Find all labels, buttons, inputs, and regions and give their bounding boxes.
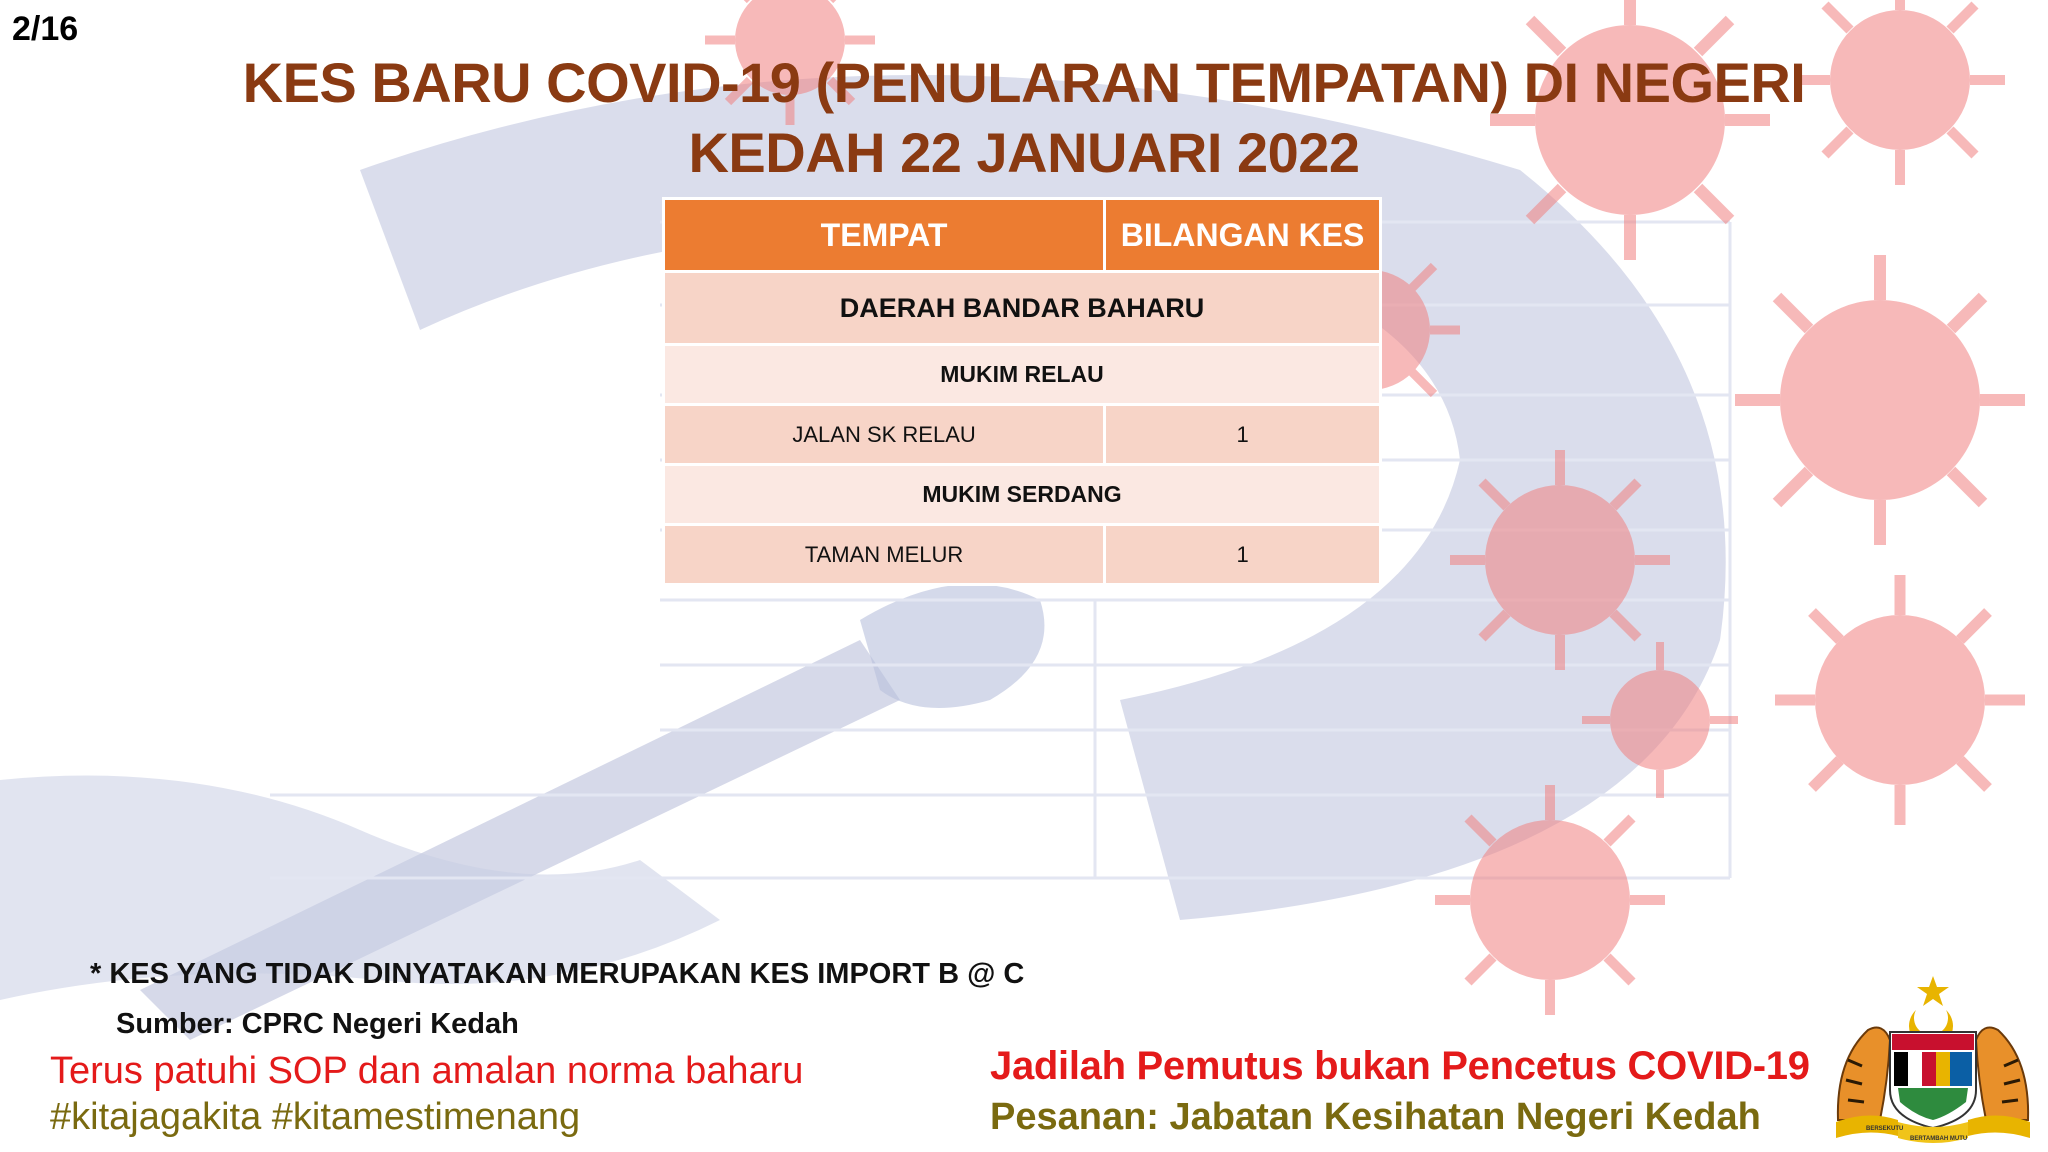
mukim-name: MUKIM RELAU (940, 361, 1104, 387)
page-title-line-2: KEDAH 22 JANUARI 2022 (688, 121, 1360, 184)
case-count: 1 (1236, 541, 1249, 567)
header-case-count: BILANGAN KES (1120, 216, 1365, 253)
message-credit: Pesanan: Jabatan Kesihatan Negeri Kedah (990, 1096, 1761, 1138)
virus-icon (1775, 575, 2025, 825)
virus-icon (1435, 785, 1665, 1015)
place-name: TAMAN MELUR (665, 526, 1106, 583)
cases-table (662, 197, 1382, 586)
table-header-row (662, 197, 1382, 273)
page-number: 2/16 (12, 10, 79, 48)
table-row-mukim (662, 466, 1382, 526)
bg-swab-tip (860, 584, 1044, 708)
sop-slogan: Terus patuhi SOP dan amalan norma baharu (50, 1050, 804, 1092)
table-row (662, 406, 1382, 466)
coat-of-arms-emblem (1828, 970, 2038, 1150)
page-title-line-1: KES BARU COVID-19 (PENULARAN TEMPATAN) DI NEGERI (242, 51, 1806, 114)
table-row-district (662, 273, 1382, 346)
emblem-motto-right: BERTAMBAH MUTU (1910, 1136, 1968, 1142)
mukim-name: MUKIM SERDANG (922, 481, 1122, 507)
data-source: Sumber: CPRC Negeri Kedah (116, 1008, 519, 1040)
emblem-motto-left: BERSEKUTU (1866, 1126, 1904, 1132)
table-row (662, 526, 1382, 586)
import-case-note: * KES YANG TIDAK DINYATAKAN MERUPAKAN KES IMPORT B @ C (90, 958, 1025, 990)
page-title (0, 48, 2048, 188)
virus-icon (1735, 255, 2025, 545)
hashtags: #kitajagakita #kitamestimenang (50, 1096, 581, 1138)
virus-icon (1450, 450, 1670, 670)
place-name: JALAN SK RELAU (665, 406, 1106, 463)
header-place: TEMPAT (665, 200, 1106, 270)
table-row-mukim (662, 346, 1382, 406)
district-name: DAERAH BANDAR BAHARU (839, 292, 1205, 323)
campaign-motto: Jadilah Pemutus bukan Pencetus COVID-19 (990, 1044, 1810, 1088)
case-count: 1 (1236, 421, 1249, 447)
